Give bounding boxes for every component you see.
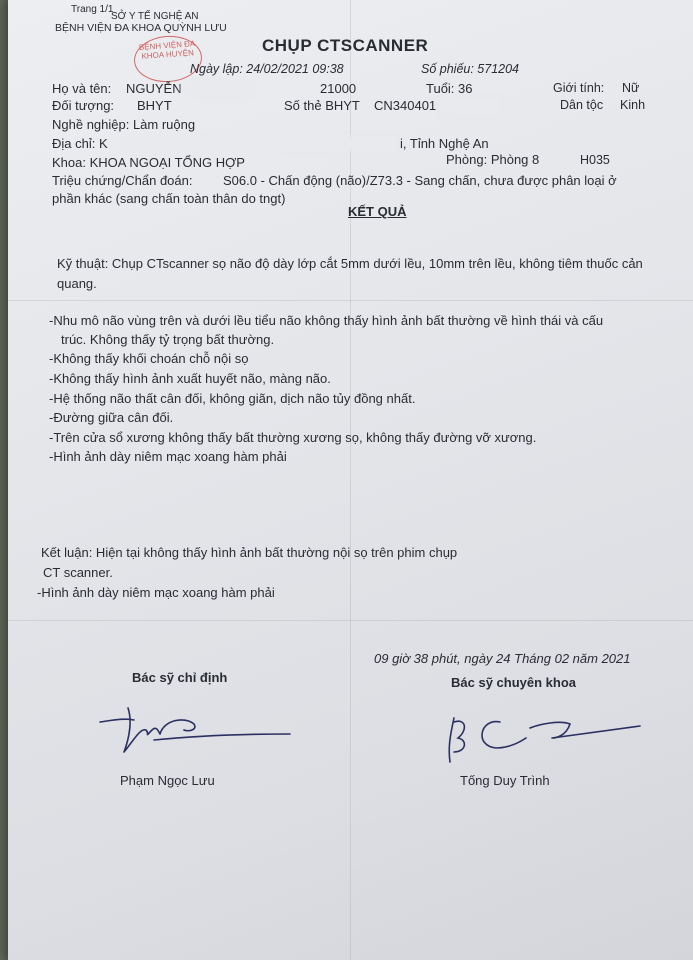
hospital-stamp: BỆNH VIỆN ĐA KHOA HUYỆN [132,34,203,85]
right-doctor-name: Tống Duy Trình [460,773,550,788]
created-date: Ngày lập: 24/02/2021 09:38 [190,62,344,76]
hospital-name: BỆNH VIỆN ĐA KHOA QUỲNH LƯU [55,22,227,34]
patient-code: 21000 [320,81,357,96]
patient-age: Tuổi: 36 [426,81,473,96]
address-label: Địa chỉ: K [52,136,108,151]
finding-line: -Không thấy khối choán chỗ nội sọ [49,351,249,366]
insurance-card-value: CN340401 [374,98,437,113]
finding-line: -Không thấy hình ảnh xuất huyết não, màng não. [49,371,331,386]
name-label: Họ và tên: [52,81,112,96]
finding-line: trúc. Không thấy tỷ trọng bất thường. [61,332,275,347]
diagnosis-line-2: phần khác (sang chấn toàn thân do tngt) [52,191,286,206]
technique-text: Kỹ thuật: Chụp CTscanner sọ não độ dày lớp cắt 5mm dưới lều, 10mm trên lều, không tiêm thuốc cản quang. [57,256,643,291]
finding-line: -Trên cửa sổ xương không thấy bất thường xương sọ, không thấy đường vỡ xương. [49,430,537,445]
conclusion-line-2: CT scanner. [43,565,113,580]
diagnosis-label: Triệu chứng/Chẩn đoán: [52,173,193,188]
insurance-card-label: Số thẻ BHYT [284,98,360,113]
name-value: NGUYỄN [126,81,182,96]
ticket-number: Số phiếu: 571204 [421,62,520,76]
department: Khoa: KHOA NGOẠI TỔNG HỢP [52,155,245,170]
ethnic-value: Kinh [620,98,646,112]
room: Phòng: Phòng 8 [446,152,540,167]
right-doctor-role: Bác sỹ chuyên khoa [451,675,576,690]
conclusion-line-3: -Hình ảnh dày niêm mạc xoang hàm phải [37,585,275,600]
ministry-name: SỞ Y TẾ NGHỆ AN [111,11,199,22]
subject-label: Đối tượng: [52,98,115,113]
gender-label: Giới tính: [553,81,605,95]
finding-line: -Đường giữa cân đối. [49,410,174,425]
left-doctor-name: Phạm Ngọc Lưu [120,773,215,788]
redaction [364,82,406,96]
ethnic-label: Dân tộc [560,98,604,112]
address-province: i, Tỉnh Nghệ An [400,136,489,151]
room-code: H035 [580,153,610,167]
page-number: Trang 1/1 [71,4,114,15]
signature-datetime: 09 giờ 38 phút, ngày 24 Tháng 02 năm 2021 [374,651,631,666]
conclusion-line-1: Kết luận: Hiện tại không thấy hình ảnh bất thường nội sọ trên phim chụp [41,545,458,560]
document-page [8,0,693,960]
document-title: CHỤP CTSCANNER [262,36,429,55]
gender-value: Nữ [622,81,640,95]
finding-line: -Hệ thống não thất cân đối, không giãn, dịch não tủy đồng nhất. [49,391,416,406]
right-signature-icon [440,708,650,768]
redaction [440,99,500,113]
left-doctor-role: Bác sỹ chỉ định [132,670,228,685]
result-heading: KẾT QUẢ [348,204,407,219]
left-signature-icon [94,700,294,760]
redaction [182,82,252,96]
subject-value: BHYT [137,98,172,113]
finding-line: -Nhu mô não vùng trên và dưới lều tiểu não không thấy hình ảnh bất thường về hình thái và cấu [49,313,604,328]
diagnosis-line-1: S06.0 - Chấn động (não)/Z73.3 - Sang chấn, chưa được phân loại ở [223,173,617,188]
occupation: Nghề nghiệp: Làm ruộng [52,117,196,132]
finding-line: -Hình ảnh dày niêm mạc xoang hàm phải [49,449,287,464]
redaction [126,137,398,151]
